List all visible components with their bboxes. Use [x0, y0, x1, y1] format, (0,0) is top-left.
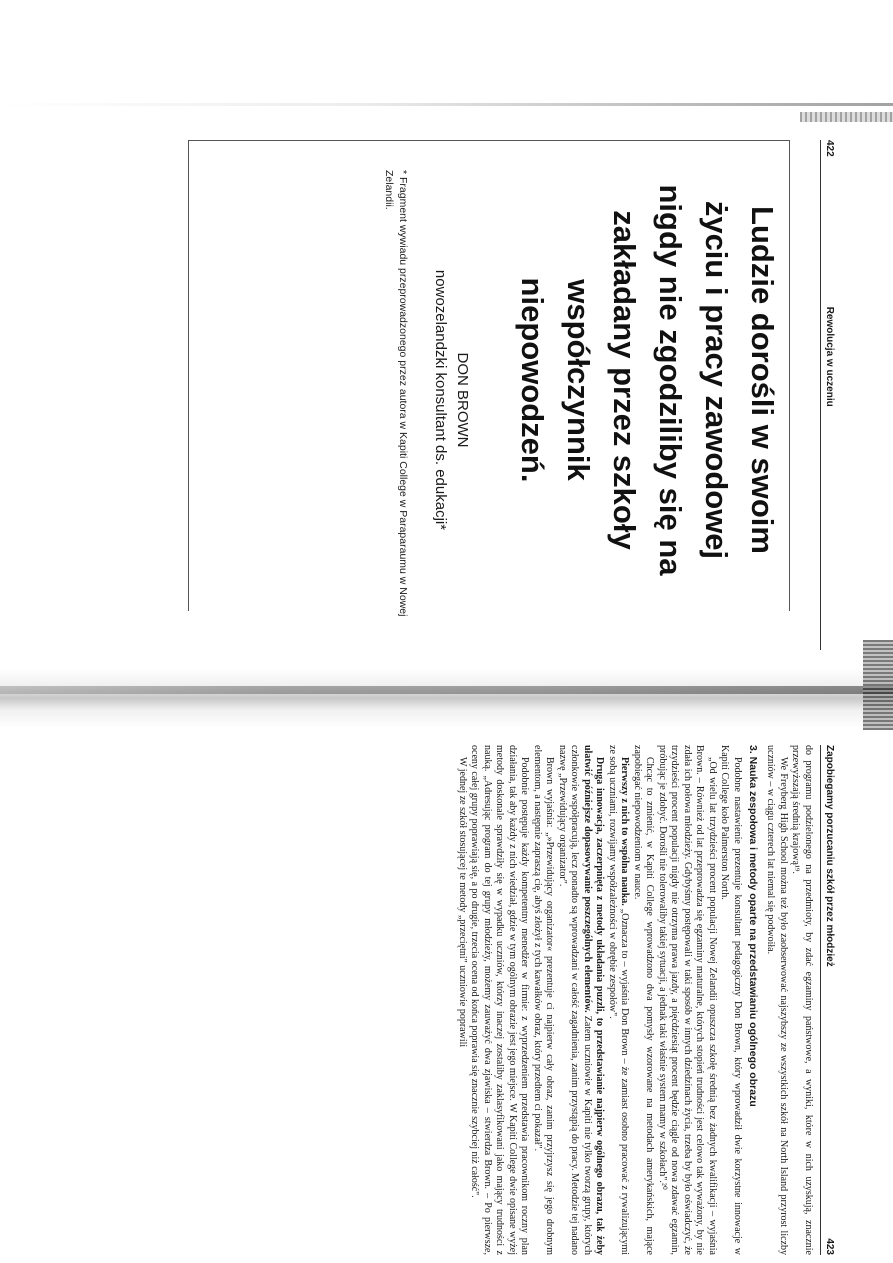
- paragraph: do programu podzielonego na przedmioty, by zdać egzaminy państwowe, a wyniki, które w nich uzyskują, znacznie przewyższają średnią krajową¹⁹.: [790, 745, 814, 1255]
- left-page: [55, 140, 835, 650]
- pull-quote: Ludzie dorośli w swoim życiu i pracy zawodowej nigdy nie zgodziliby się na zakładany przez szkoły współczynnik niepowodzeń.: [515, 184, 780, 576]
- paragraph: Podobnie postępuje każdy kompetentny menedżer w firmie: z wyprzedzeniem przedstawia pracownikom roczny plan działania, tak aby każdy z nich wiedział, gdzie w tym ogólnym obrazie jest jego miejsce. W Kapiti College dwie opisane wyżej metody doskonale sprawdziły się w wypadku uczniów, którzy inaczej zostaliby zaklasyfikowani jako mający trudności z nauką. „Adresując program do tej grupy młodzieży, możemy zauważyć dwa zjawiska – stwierdza Brown. – Po pierwsze, oceny całej grupy poprawiają się, a po drugie, trzecia ocena od końca poprawia się znacznie szybciej niż całość".: [469, 745, 531, 1255]
- paragraph: We Freyberg High School można też było zaobserwować najszybszy ze wszystkich szkół na North Island przyrost liczby uczniów – w ciągu czterech lat niemal się podwoiła.: [765, 745, 789, 1255]
- paragraph: Brown wyjaśnia: „»Przewidujący organizator« prezentuje ci najpierw cały obraz, zanim przyjrzysz się jego drobnym elementom, a następnie zapraszą cię, abyś złożył z tych kawałków obraz, który przedtem ci pokazał".: [532, 745, 556, 1255]
- scan-edge-artifact: [800, 112, 893, 122]
- scan-edge-artifact: [0, 103, 893, 106]
- body-text: [456, 745, 815, 1255]
- paragraph: [606, 745, 631, 1255]
- right-page: [55, 745, 835, 1255]
- book-spine-shadow: [0, 668, 893, 728]
- page-number: 422: [824, 140, 835, 157]
- paragraph: [556, 745, 606, 1255]
- running-head: [820, 140, 835, 650]
- scan-edge-artifact: [863, 640, 893, 730]
- running-head-title: Rewolucja w uczeniu: [824, 306, 835, 407]
- paragraph-text: Zatem uczniowie w Kapiti nie tylko tworzą grupy, których członkowie współpracują, lecz ponadto są wprowadzani w całość zagadnienia, zanim przystąpią do pracy. Metodzie tej nadano nazwę „Przewidujący organizator".: [557, 745, 593, 1255]
- author-title: nowozelandzki konsultant ds. edukacji*: [432, 269, 449, 531]
- running-head-title: Zapobiegamy porzucaniu szkół przez młodzież: [824, 745, 835, 967]
- paragraph-text: „Oznacza to – wyjaśnia Don Brown – że zamiast osobno pracować z rywalizującymi ze sobą uczniami, rozwijamy współzależności w obrębie zespołów".: [607, 745, 631, 1255]
- book-spine-line: [0, 686, 893, 694]
- page-number: 423: [824, 1238, 835, 1255]
- running-head: [820, 745, 835, 1255]
- bold-lead: Druga innowacja, zaczerpnięta z metody układania puzzli, to przedstawianie najpierw ogólnego obrazu, tak żeby ułatwić późniejsze dopasowywanie poszczególnych elementów.: [582, 745, 606, 1255]
- paragraph: W jednej ze szkół stosującej te metody „przeciętni" uczniowie poprawili: [457, 757, 468, 1048]
- section-heading: 3. Nauka zespołowa i metody oparte na przedstawianiu ogólnego obrazu: [747, 745, 759, 1107]
- bold-lead: Pierwszy z nich to wspólna nauka.: [619, 757, 631, 906]
- paragraph: „Od wielu lat trzydzieści procent populacji Nowej Zelandii opuszcza szkołę średnią bez żadnych kwalifikacji – wyjaśnia Brown. – Również od lat przeprowadza się egzaminy maturalne, których stopień trudności jest celowo tak wyważony, by nie zdała ich połowa młodzieży. Gdybyśmy postępowali w taki sposób w innych dziedzinach życia, trzeba by było oświadczyć, że trzydzieści procent populacji nigdy nie otrzyma prawa jazdy, a pięćdziesiąt procent będzie ciągle od nowa zdawać egzamin, próbując je zdobyć. Dorośli nie tolerowaliby takiej sytuacji, a jednak taki właśnie system mamy w szkołach".²⁰: [657, 745, 718, 1255]
- paragraph: Podobne nastawienie prezentuje konsultant pedagogiczny Don Brown, który wprowadził dwie korzystne innowacje w Kapiti College koło Palmerston North.: [719, 745, 743, 1255]
- author-name: DON BROWN: [454, 352, 471, 448]
- paragraph: Chcąc to zmienić, w Kapiti College wprowadzono dwa pomysły wzorowane na metodach amerykańskich, mające zapobiegać niepowodzeniom w nauce.: [632, 745, 656, 1255]
- quote-attribution: [429, 180, 473, 620]
- footnote: * Fragment wywiadu przeprowadzonego przez autora w Kapiti College w Paraparaumu w Nowej Zelandii.: [383, 170, 409, 617]
